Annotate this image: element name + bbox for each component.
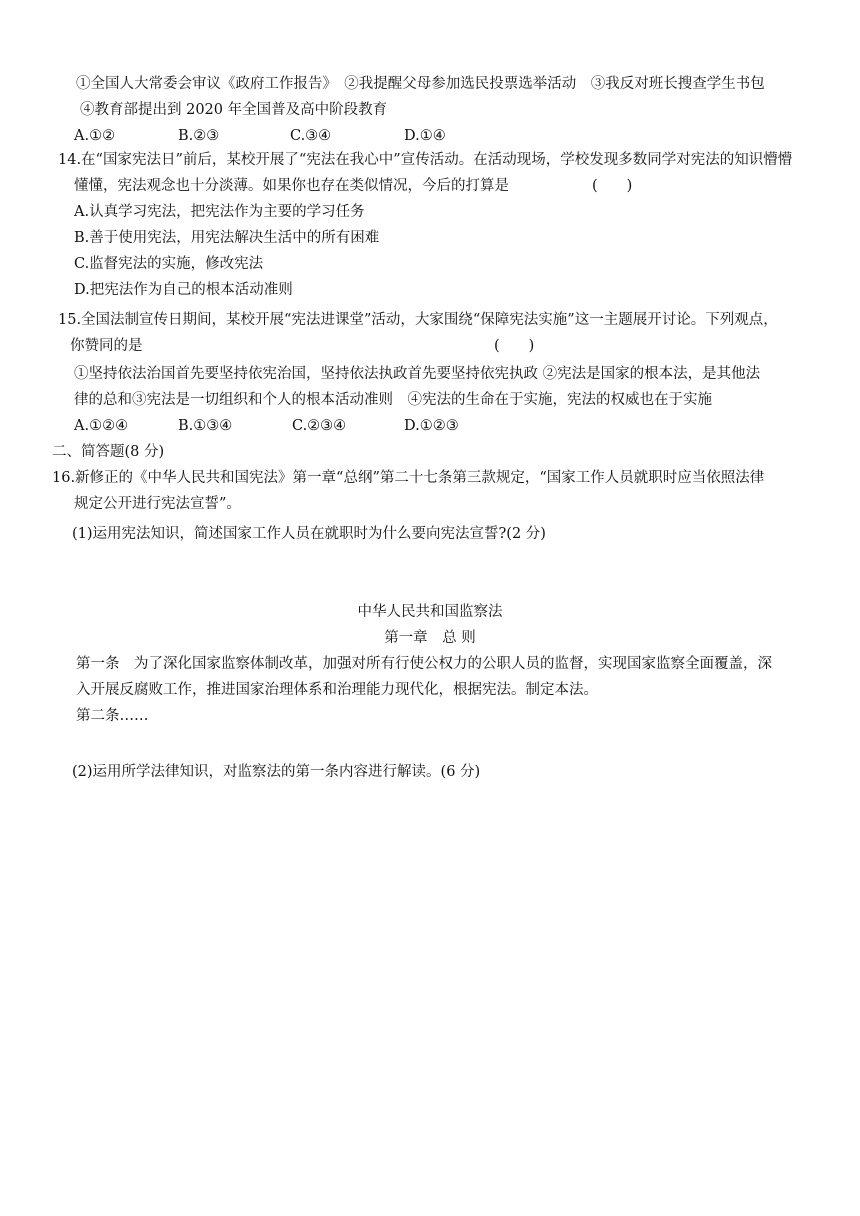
q13-items-line1: ①全国人大常委会审议《政府工作报告》 ②我提醒父母参加选民投票选举活动 ③我反对班长搜查学生书包 bbox=[76, 76, 765, 92]
q13-option-d: D.①④ bbox=[404, 128, 446, 144]
q15-items-line2: 律的总和③宪法是一切组织和个人的根本活动准则 ④宪法的生命在于实施，宪法的权威也在于实施 bbox=[74, 392, 712, 408]
q13-items-line2: ④教育部提出到 2020 年全国普及高中阶段教育 bbox=[80, 102, 388, 118]
q13-option-c: C.③④ bbox=[290, 128, 332, 144]
q16-stem-line2: 规定公开进行宪法宣誓”。 bbox=[74, 496, 241, 512]
q13-option-b: B.②③ bbox=[178, 128, 220, 144]
q15-option-a: A.①②④ bbox=[74, 418, 129, 434]
q14-stem-line1: 14.在“国家宪法日”前后，某校开展了“宪法在我心中”宣传活动。在活动现场，学校发现多数同学对宪法的知识懵懵 bbox=[58, 152, 793, 168]
q15-option-b: B.①③④ bbox=[178, 418, 233, 434]
q15-option-c: C.②③④ bbox=[292, 418, 347, 434]
material-title: 中华人民共和国监察法 bbox=[357, 604, 503, 620]
q16-subquestion-1: (1)运用宪法知识，简述国家工作人员在就职时为什么要向宪法宣誓?(2 分) bbox=[72, 526, 546, 542]
chapter-title: 第一章 总 则 bbox=[384, 630, 476, 646]
q15-answer-paren: ( ) bbox=[494, 338, 535, 354]
q16-subquestion-2: (2)运用所学法律知识，对监察法的第一条内容进行解读。(6 分) bbox=[72, 764, 481, 780]
q16-stem-line1: 16.新修正的《中华人民共和国宪法》第一章“总纲”第二十七条第三款规定，“国家工作人员就职时应当依照法律 bbox=[52, 470, 765, 486]
q13-option-a: A.①② bbox=[74, 128, 116, 144]
q14-option-b: B.善于使用宪法，用宪法解决生活中的所有困难 bbox=[74, 230, 380, 246]
q14-stem-line2: 懂懂，宪法观念也十分淡薄。如果你也存在类似情况，今后的打算是 bbox=[74, 178, 509, 194]
q14-answer-paren: ( ) bbox=[592, 178, 633, 194]
q15-stem-line2: 你赞同的是 bbox=[70, 338, 143, 354]
q15-stem-line1: 15.全国法制宣传日期间，某校开展“宪法进课堂”活动，大家围绕“保障宪法实施”这一主题展开讨论。下列观点， bbox=[58, 312, 778, 328]
q15-option-d: D.①②③ bbox=[404, 418, 459, 434]
article-1-line2: 入开展反腐败工作，推进国家治理体系和治理能力现代化，根据宪法。制定本法。 bbox=[76, 682, 598, 698]
q14-option-c: C.监督宪法的实施，修改宪法 bbox=[74, 256, 264, 272]
section-title: 二、简答题(8 分) bbox=[52, 444, 165, 460]
article-2: 第二条…… bbox=[76, 708, 149, 724]
q15-items-line1: ①坚持依法治国首先要坚持依宪治国，坚持依法执政首先要坚持依宪执政 ②宪法是国家的根本法，是其他法 bbox=[74, 366, 761, 382]
article-1-line1: 第一条 为了深化国家监察体制改革，加强对所有行使公权力的公职人员的监督，实现国家监察全面覆盖，深 bbox=[76, 656, 772, 672]
q14-option-a: A.认真学习宪法，把宪法作为主要的学习任务 bbox=[74, 204, 365, 220]
q14-option-d: D.把宪法作为自己的根本活动准则 bbox=[74, 282, 293, 298]
